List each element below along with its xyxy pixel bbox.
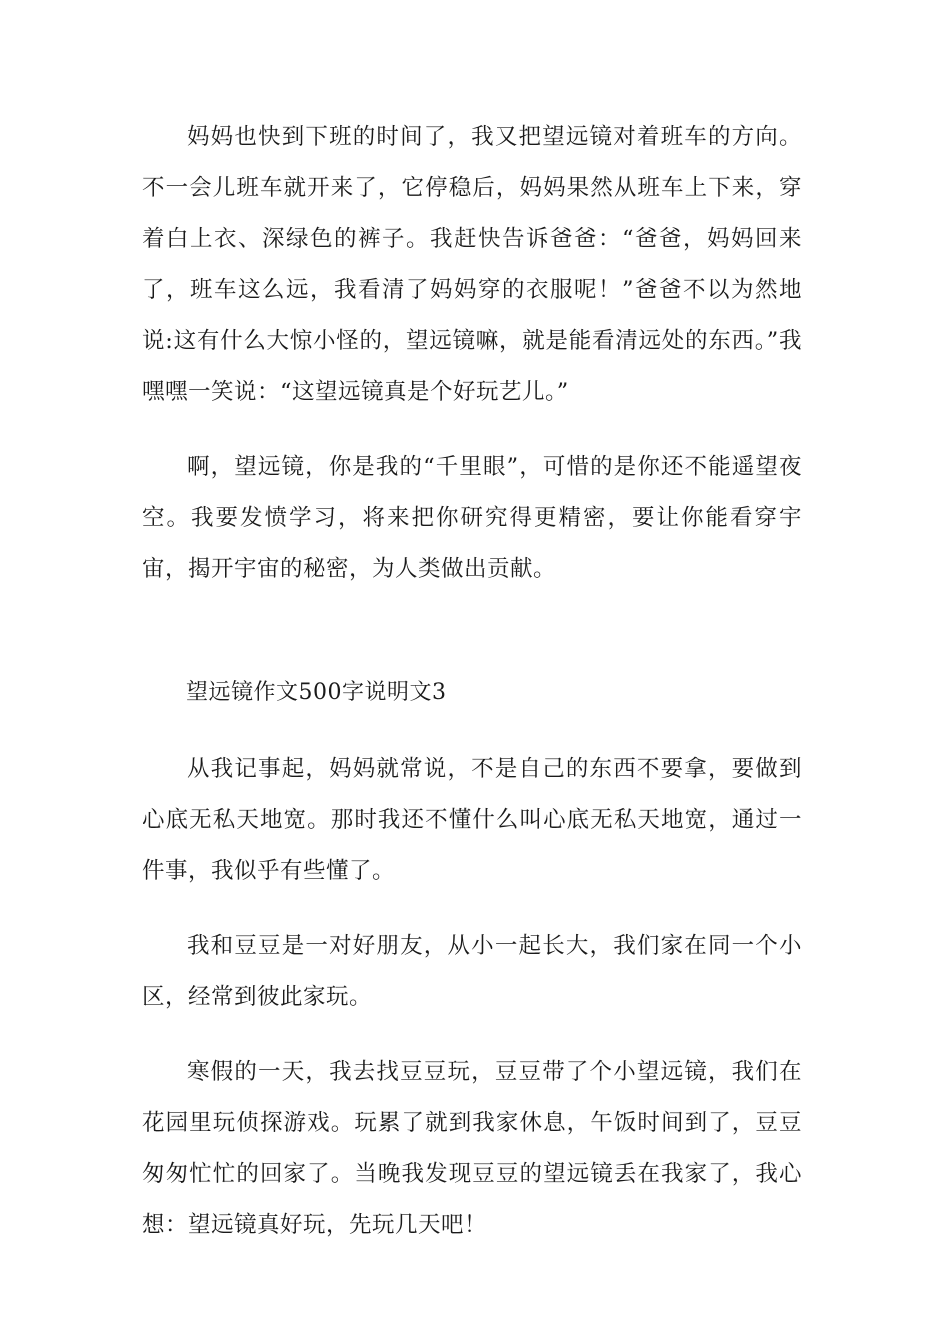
section-heading: 望远镜作文500字说明文3 xyxy=(186,680,447,705)
paragraph: 从我记事起，妈妈就常说，不是自己的东西不要拿，要做到心底无私天地宽。那时我还不懂什么叫心底无私天地宽，通过一件事，我似乎有些懂了。 xyxy=(142,756,802,884)
paragraph: 我和豆豆是一对好朋友，从小一起长大，我们家在同一个小区，经常到彼此家玩。 xyxy=(142,933,802,1010)
paragraph: 妈妈也快到下班的时间了，我又把望远镜对着班车的方向。不一会儿班车就开来了，它停稳后，妈妈果然从班车上下来，穿着白上衣、深绿色的裤子。我赶快告诉爸爸：“爸爸，妈妈回来了，班车这么远，我看清了妈妈穿的衣服呢！”爸爸不以为然地说:这有什么大惊小怪的，望远镜嘛，就是能看清远处的东西。”我嘿嘿一笑说：“这望远镜真是个好玩艺儿。” xyxy=(142,124,802,405)
document-body xyxy=(142,112,802,1275)
paragraph: 啊，望远镜，你是我的“千里眼”，可惜的是你还不能遥望夜空。我要发愤学习，将来把你研究得更精密，要让你能看穿宇宙，揭开宇宙的秘密，为人类做出贡献。 xyxy=(142,454,802,582)
paragraph: 寒假的一天，我去找豆豆玩，豆豆带了个小望远镜，我们在花园里玩侦探游戏。玩累了就到我家休息，午饭时间到了，豆豆匆匆忙忙的回家了。当晚我发现豆豆的望远镜丢在我家了，我心想：望远镜真好玩，先玩几天吧！ xyxy=(142,1059,802,1238)
